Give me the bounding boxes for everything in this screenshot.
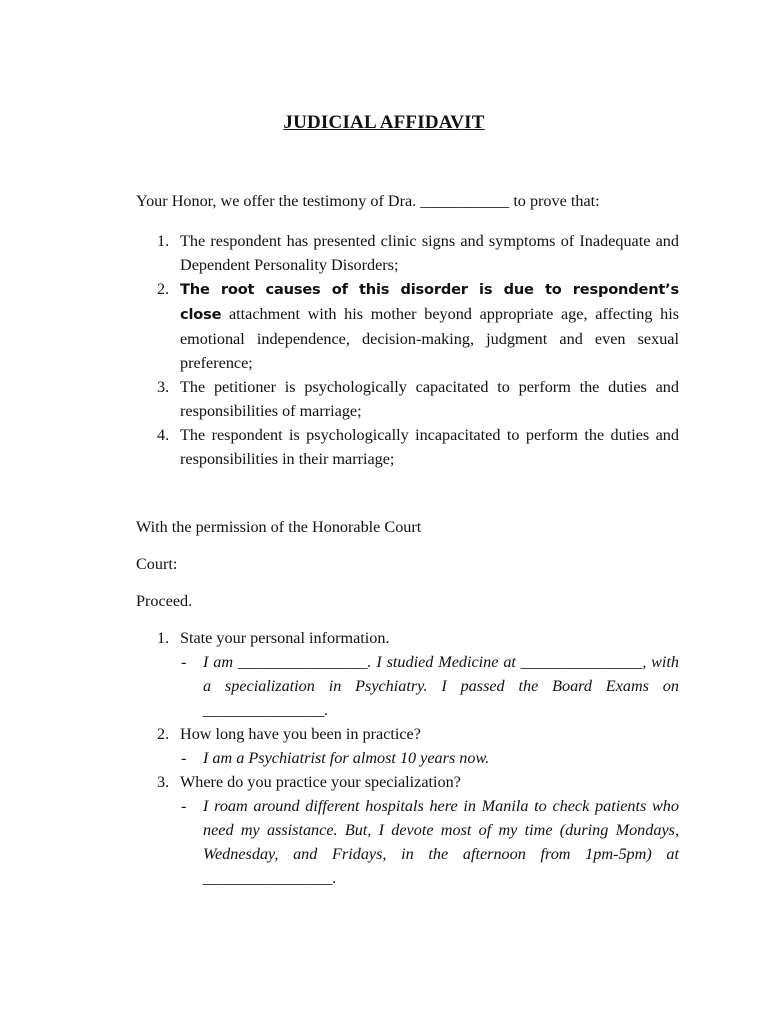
question-number: 3. (157, 773, 170, 791)
offer-bold-text: The root causes of this disorder is due to respondent’s close (180, 281, 679, 323)
permission-line: With the permission of the Honorable Court (136, 518, 422, 536)
answer-dash: - (181, 653, 187, 671)
question-text: Where do you practice your specialization? (180, 773, 461, 791)
question-text: State your personal information. (180, 629, 390, 647)
answer-text: I am a Psychiatrist for almost 10 years now. (203, 749, 490, 767)
question-item (136, 722, 679, 770)
offer-text-rest: attachment with his mother beyond appropriate age, affecting his emotional independence, decision-making, judgment and even sexual preference; (180, 305, 679, 372)
question-number: 2. (157, 725, 170, 743)
offer-text: The petitioner is psychologically capacitated to perform the duties and responsibilities of marriage; (180, 378, 679, 420)
answer-text: I roam around different hospitals here in Manila to check patients who need my assistance. But, I devote most of my time (during Mondays, Wednesday, and Fridays, in the afternoon from 1pm-5pm) at ________________. (203, 797, 679, 887)
offer-list (136, 229, 679, 471)
offer-item (136, 375, 679, 423)
offer-text: The respondent is psychologically incapacitated to perform the duties and responsibilities in their marriage; (180, 426, 679, 468)
offer-number: 2. (157, 280, 170, 298)
question-item (136, 770, 679, 890)
question-item (136, 626, 679, 722)
offer-text: The respondent has presented clinic signs and symptoms of Inadequate and Dependent Personality Disorders; (180, 232, 679, 274)
answer-block (180, 746, 679, 770)
offer-text (180, 277, 679, 375)
offer-item (136, 277, 679, 375)
offer-item (136, 229, 679, 277)
offer-number: 1. (157, 232, 170, 250)
court-label: Court: (136, 555, 178, 573)
answer-block (180, 794, 679, 890)
offer-number: 4. (157, 426, 170, 444)
offer-item (136, 423, 679, 471)
answer-dash: - (181, 797, 187, 815)
document-title: JUDICIAL AFFIDAVIT (283, 112, 485, 133)
question-text: How long have you been in practice? (180, 725, 421, 743)
proceed-line: Proceed. (136, 592, 193, 610)
answer-block (180, 650, 679, 722)
answer-dash: - (181, 749, 187, 767)
question-list (136, 626, 679, 890)
intro-paragraph: Your Honor, we offer the testimony of Dra. ___________ to prove that: (136, 192, 600, 210)
question-number: 1. (157, 629, 170, 647)
offer-number: 3. (157, 378, 170, 396)
answer-text: I am ________________. I studied Medicine at _______________, with a specialization in Psychiatry. I passed the Board Exams on _______________. (203, 653, 679, 719)
